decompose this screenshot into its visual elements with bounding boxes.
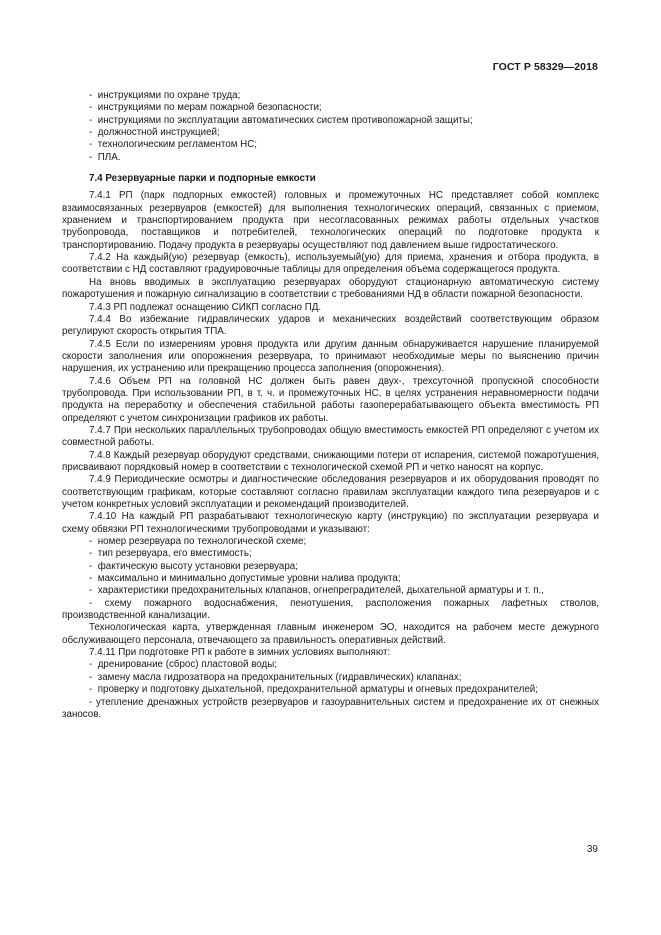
list-item: - инструкциями по охране труда; [62,90,599,102]
list-item: - проверку и подготовку дыхательной, предохранительной арматуры и огневых предохранителей; [62,684,599,696]
paragraph-7-4-6: 7.4.6 Объем РП на головной НС должен быть равен двух-, трехсуточной пропускной способности трубопровода. При использовании РП, в т. ч. и промежуточных НС, в целях устранения неравномерности подачи продукта на переработку и обеспечения стабильной работы газоперерабатывающего объекта вместимость РП определяют с учетом синхронизации графиков их работы. [62,375,599,424]
list-tech-card [62,536,599,622]
list-item: - номер резервуара по технологической схеме; [62,536,599,548]
paragraph-7-4-3: 7.4.3 РП подлежат оснащению СИКП согласно ПД. [89,301,322,313]
page-number: 39 [586,844,598,855]
paragraph-7-4-1: 7.4.1 РП (парк подпорных емкостей) головных и промежуточных НС представляет собой комплекс взаимосвязанных резервуаров (емкостей) для выполнения технологических операций, связанных с приемом, хранением и транспортированием продукта при несогласованных режимах работы отдельных участков трубопровода, поставщиков и потребителей, технологических операций по подготовке продукта к транспортированию. Подачу продукта в резервуары осуществляют под давлением выше гидростатического. [62,190,599,251]
list-instructions [62,90,599,164]
page-content [62,90,599,721]
list-item: - фактическую высоту установки резервуара; [62,561,599,573]
paragraph-7-4-10: 7.4.10 На каждый РП разрабатывают технологическую карту (инструкцию) по эксплуатации резервуара и схему обвязки РП технологическими трубопроводами и указывают: [62,511,599,535]
list-item: - ПЛА. [62,152,599,164]
paragraph-7-4-2-continued: На вновь вводимых в эксплуатацию резервуарах оборудуют стационарную автоматическую систему пожаротушения и пожарную сигнализацию в соответствии с требованиями НД в области пожарной безопасности. [62,276,599,301]
paragraph-7-4-10-continued: Технологическая карта, утвержденная главным инженером ЭО, находится на рабочем месте дежурного обслуживающего персонала, отвечающего за правильность оперативных действий. [62,622,599,646]
paragraph-7-4-9: 7.4.9 Периодические осмотры и диагностические обследования резервуаров и их оборудования проводят по соответствующим графикам, которые составляют согласно правилам эксплуатации каждого типа резервуаров и с учетом конкретных условий эксплуатации и рекомендаций производителей. [62,474,599,510]
list-item-wrapped: - утепление дренажных устройств резервуаров и газоуравнительных систем и предохранение их от снежных заносов. [62,696,599,720]
standard-number: ГОСТ Р 58329—2018 [492,61,598,73]
section-title: 7.4 Резервуарные парки и подпорные емкости [89,173,316,185]
list-item: - тип резервуара, его вместимость; [62,548,599,560]
list-item: - должностной инструкцией; [62,127,599,139]
list-winter-prep [62,659,599,721]
paragraph-7-4-8: 7.4.8 Каждый резервуар оборудуют средствами, снижающими потери от испарения, системой пожаротушения, присваивают порядковый номер в соответствии с технологической схемой РП и четко наносят на корпус. [62,449,599,473]
list-item: - дренирование (сброс) пластовой воды; [62,659,599,671]
paragraph-7-4-2: 7.4.2 На каждый(ую) резервуар (емкость), используемый(ую) для приема, хранения и отбора продукта, в соответствии с НД составляют градуировочные таблицы для определения объема содержащегося продукта. [62,252,599,276]
list-item: - технологическим регламентом НС; [62,139,599,151]
paragraph-7-4-4: 7.4.4 Во избежание гидравлических ударов и механических воздействий соответствующим образом регулируют скорость открытия ТПА. [62,313,599,338]
list-item: - инструкциями по мерам пожарной безопасности; [62,102,599,114]
list-item: - максимально и минимально допустимые уровни налива продукта; [62,573,599,585]
list-item: - замену масла гидрозатвора на предохранительных (гидравлических) клапанах; [62,672,599,684]
list-item: - инструкциями по эксплуатации автоматических систем противопожарной защиты; [62,115,599,127]
list-item-wrapped: - схему пожарного водоснабжения, пенотушения, расположения пожарных лафетных стволов, производственной канализации. [62,597,599,622]
list-item: - характеристики предохранительных клапанов, огнепреградителей, дыхательной арматуры и т. п., [62,585,599,597]
paragraph-7-4-11: 7.4.11 При подготовке РП к работе в зимних условиях выполняют: [89,647,391,659]
paragraph-7-4-7: 7.4.7 При нескольких параллельных трубопроводах общую вместимость емкостей РП определяют с учетом их совместной работы. [62,424,599,449]
paragraph-7-4-5: 7.4.5 Если по измерениям уровня продукта или другим данным обнаруживается нарушение планируемой скорости заполнения или опорожнения резервуара, то принимают необходимые меры по выяснению причин нарушения, их устранению или прекращению процесса заполнения (опорожнения). [62,338,599,375]
